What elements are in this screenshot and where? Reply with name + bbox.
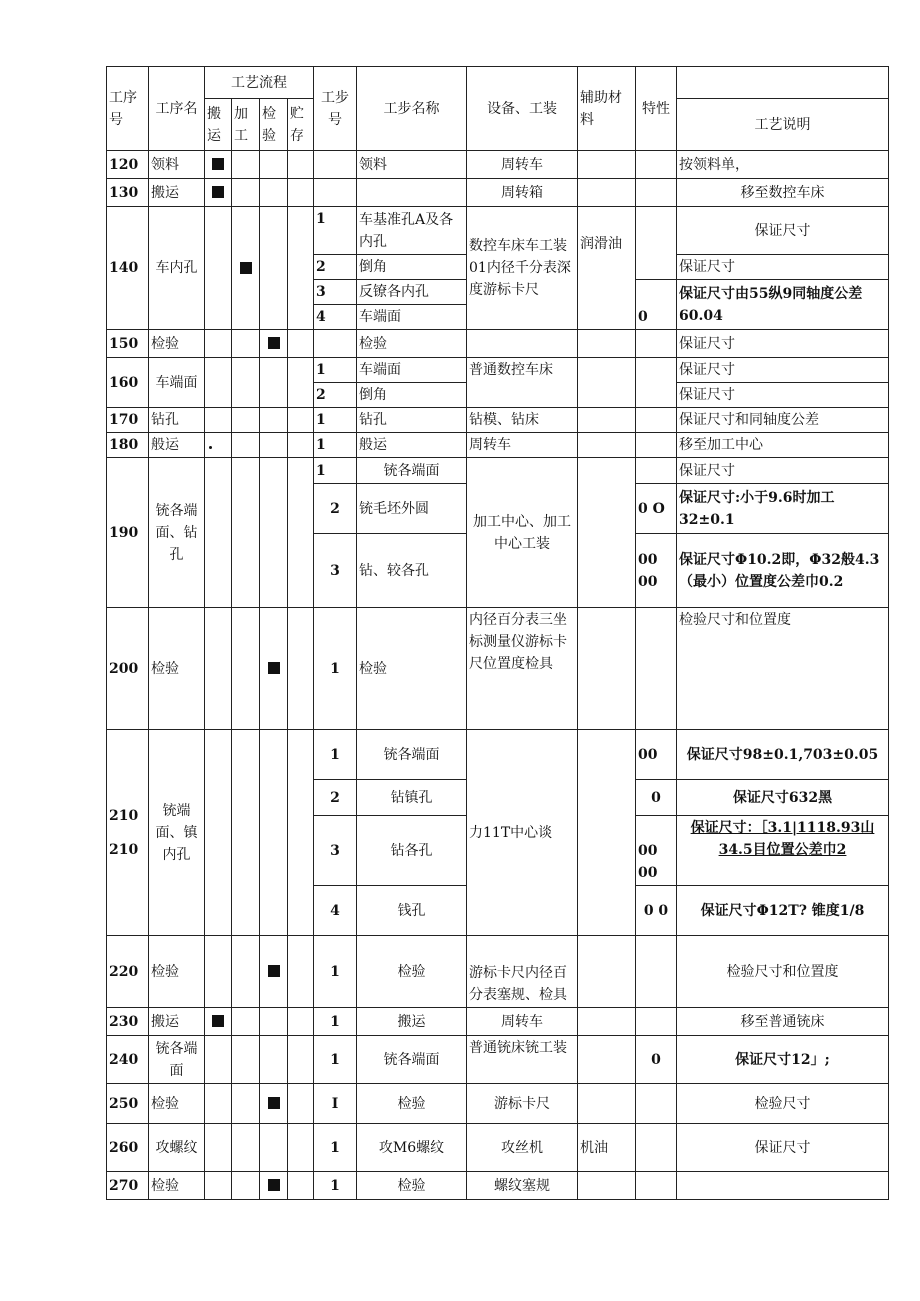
header-feature: 特性 bbox=[636, 67, 677, 151]
feature: 0 bbox=[636, 780, 677, 816]
description: 保证尺寸：［3.1|1118.93山34.5目位置公差巾2 bbox=[677, 816, 889, 886]
equipment: 内径百分表三坐标测量仪游标卡尺位置度检具 bbox=[467, 608, 578, 730]
flow-mark-icon bbox=[212, 158, 224, 170]
equipment: 普通数控车床 bbox=[467, 358, 578, 408]
description: 检验尺寸和位置度 bbox=[677, 936, 889, 1008]
table-row bbox=[107, 1172, 889, 1200]
equipment: 力11T中心谈 bbox=[467, 730, 578, 936]
description: 保证尺寸 bbox=[677, 207, 889, 255]
header-flow-inspect: 检验 bbox=[260, 99, 288, 151]
proc-no: 150 bbox=[107, 330, 149, 358]
step-no: 1 bbox=[314, 1124, 357, 1172]
header-proc-name: 工序名 bbox=[149, 67, 205, 151]
table-row bbox=[107, 1008, 889, 1036]
step-no: 4 bbox=[314, 886, 357, 936]
step-no: 1 bbox=[314, 408, 357, 433]
header-flow-move: 搬运 bbox=[205, 99, 232, 151]
step-no: 1 bbox=[314, 1172, 357, 1200]
flow-mark-icon bbox=[268, 1097, 280, 1109]
description: 保证尺寸 bbox=[677, 1124, 889, 1172]
equipment: 螺纹塞规 bbox=[467, 1172, 578, 1200]
proc-name: 检验 bbox=[149, 936, 205, 1008]
step-no: 1 bbox=[314, 1008, 357, 1036]
proc-name: 检验 bbox=[149, 1172, 205, 1200]
equipment: 游标卡尺 bbox=[467, 1084, 578, 1124]
feature: 0 O bbox=[636, 484, 677, 534]
step-name: 检验 bbox=[357, 936, 467, 1008]
proc-no: 240 bbox=[107, 1036, 149, 1084]
proc-no-second: 210 bbox=[109, 841, 139, 858]
step-no: 2 bbox=[314, 255, 357, 280]
table-row bbox=[107, 458, 889, 484]
step-name: 钻镇孔 bbox=[357, 780, 467, 816]
proc-no: 170 bbox=[107, 408, 149, 433]
header-aux: 辅助材料 bbox=[578, 67, 636, 151]
aux-material: 润滑油 bbox=[578, 207, 636, 330]
description: 检验尺寸和位置度 bbox=[677, 608, 889, 730]
step-name: 铳各端面 bbox=[357, 1036, 467, 1084]
equipment: 游标卡尺内径百分表塞规、检具 bbox=[467, 936, 578, 1008]
proc-no: 220 bbox=[107, 936, 149, 1008]
header-step-no: 工步号 bbox=[314, 67, 357, 151]
table-row bbox=[107, 608, 889, 730]
proc-no: 140 bbox=[107, 207, 149, 330]
feature: 0 bbox=[636, 1036, 677, 1084]
header-step-name: 工步名称 bbox=[357, 67, 467, 151]
equipment: 攻丝机 bbox=[467, 1124, 578, 1172]
step-name: 车端面 bbox=[357, 358, 467, 383]
proc-name: 检验 bbox=[149, 330, 205, 358]
description: 保证尺寸由55纵9同轴度公差60.04 bbox=[677, 280, 889, 330]
feature: 0 0 bbox=[636, 886, 677, 936]
step-name: 反镣各内孔 bbox=[357, 280, 467, 305]
header-flow-store: 贮存 bbox=[288, 99, 314, 151]
step-no: 2 bbox=[314, 780, 357, 816]
step-name: 倒角 bbox=[357, 383, 467, 408]
description: 保证尺寸 bbox=[677, 330, 889, 358]
flow-mark-icon bbox=[212, 186, 224, 198]
description: 按领料单， bbox=[677, 151, 889, 179]
flow-mark-icon bbox=[268, 662, 280, 674]
feature: 00 00 bbox=[636, 534, 677, 608]
header-flow: 工艺流程 bbox=[205, 67, 314, 99]
header-equipment: 设备、工装 bbox=[467, 67, 578, 151]
step-name: 检验 bbox=[357, 608, 467, 730]
proc-name: 铳各端面 bbox=[149, 1036, 205, 1084]
step-name: 领料 bbox=[357, 151, 467, 179]
header-desc: 工艺说明 bbox=[677, 99, 889, 151]
flow-mark-icon bbox=[268, 965, 280, 977]
description: 保证尺寸Φ12T? 锥度1/8 bbox=[677, 886, 889, 936]
proc-name: 检验 bbox=[149, 608, 205, 730]
description: 保证尺寸和同轴度公差 bbox=[677, 408, 889, 433]
table-row bbox=[107, 730, 889, 780]
step-no: 3 bbox=[314, 534, 357, 608]
proc-name: 钻孔 bbox=[149, 408, 205, 433]
description: 保证尺寸 bbox=[677, 383, 889, 408]
equipment: 周转车 bbox=[467, 151, 578, 179]
proc-no: 160 bbox=[107, 358, 149, 408]
step-name: 钻各孔 bbox=[357, 816, 467, 886]
process-table bbox=[106, 66, 889, 1200]
description: 保证尺寸12」; bbox=[677, 1036, 889, 1084]
description: 检验尺寸 bbox=[677, 1084, 889, 1124]
header-proc-no: 工序号 bbox=[107, 67, 149, 151]
description: 移至普通铳床 bbox=[677, 1008, 889, 1036]
description: 保证尺寸98±0.1,703±0.05 bbox=[677, 730, 889, 780]
step-name: 铳各端面 bbox=[357, 730, 467, 780]
step-name: 钻孔 bbox=[357, 408, 467, 433]
proc-no: 270 bbox=[107, 1172, 149, 1200]
equipment: 普通铳床铳工装 bbox=[467, 1036, 578, 1084]
table-row bbox=[107, 433, 889, 458]
proc-name: 领料 bbox=[149, 151, 205, 179]
equipment: 周转箱 bbox=[467, 179, 578, 207]
proc-name: 搬运 bbox=[149, 179, 205, 207]
step-no: 4 bbox=[314, 305, 357, 330]
step-name: 搬运 bbox=[357, 1008, 467, 1036]
aux-material: 机油 bbox=[578, 1124, 636, 1172]
step-no: 1 bbox=[314, 207, 357, 255]
step-no: 1 bbox=[314, 936, 357, 1008]
description: 保证尺寸 bbox=[677, 358, 889, 383]
equipment: 数控车床车工装01内径千分表深度游标卡尺 bbox=[467, 207, 578, 330]
step-name: 车端面 bbox=[357, 305, 467, 330]
table-row bbox=[107, 408, 889, 433]
proc-name: 铳端面、镇内孔 bbox=[149, 730, 205, 936]
equipment: 周转车 bbox=[467, 433, 578, 458]
step-name: 检验 bbox=[357, 1172, 467, 1200]
feature: 00 00 bbox=[636, 816, 677, 886]
proc-no: 250 bbox=[107, 1084, 149, 1124]
proc-name: 车内孔 bbox=[149, 207, 205, 330]
proc-name: 铳各端面、钻孔 bbox=[149, 458, 205, 608]
step-no: I bbox=[314, 1084, 357, 1124]
step-name: 车基准孔A及各内孔 bbox=[357, 207, 467, 255]
header-flow-process: 加工 bbox=[232, 99, 260, 151]
step-no: 1 bbox=[314, 358, 357, 383]
proc-no: 120 bbox=[107, 151, 149, 179]
proc-no: 190 bbox=[107, 458, 149, 608]
description: 保证尺寸Φ10.2即，Φ32般4.3（最小）位置度公差巾0.2 bbox=[677, 534, 889, 608]
header-blank bbox=[677, 67, 889, 99]
proc-no: 130 bbox=[107, 179, 149, 207]
table-row bbox=[107, 1124, 889, 1172]
proc-name: 车端面 bbox=[149, 358, 205, 408]
step-no: 1 bbox=[314, 730, 357, 780]
table-row bbox=[107, 207, 889, 255]
proc-no: 180 bbox=[107, 433, 149, 458]
proc-no-first: 210 bbox=[109, 807, 139, 824]
step-name: 钻、较各孔 bbox=[357, 534, 467, 608]
description: 保证尺寸 bbox=[677, 458, 889, 484]
feature: 0 bbox=[636, 280, 677, 330]
proc-no bbox=[107, 730, 149, 936]
proc-name: 检验 bbox=[149, 1084, 205, 1124]
description: 保证尺寸:小于9.6时加工32±0.1 bbox=[677, 484, 889, 534]
equipment: 周转车 bbox=[467, 1008, 578, 1036]
step-name: 铳各端面 bbox=[357, 458, 467, 484]
proc-name: 搬运 bbox=[149, 1008, 205, 1036]
table-row bbox=[107, 151, 889, 179]
proc-name: 攻螺纹 bbox=[149, 1124, 205, 1172]
step-name: 钱孔 bbox=[357, 886, 467, 936]
step-name: 检验 bbox=[357, 330, 467, 358]
flow-mark-icon bbox=[240, 262, 252, 274]
step-no: 3 bbox=[314, 816, 357, 886]
table-row bbox=[107, 179, 889, 207]
step-no: 1 bbox=[314, 1036, 357, 1084]
feature: 00 bbox=[636, 730, 677, 780]
step-no: 3 bbox=[314, 280, 357, 305]
step-no: 1 bbox=[314, 608, 357, 730]
description: 保证尺寸 bbox=[677, 255, 889, 280]
step-no: 1 bbox=[314, 433, 357, 458]
step-no: 2 bbox=[314, 484, 357, 534]
proc-no: 230 bbox=[107, 1008, 149, 1036]
proc-no: 260 bbox=[107, 1124, 149, 1172]
step-no: 1 bbox=[314, 458, 357, 484]
flow-mark-icon bbox=[268, 337, 280, 349]
proc-no: 200 bbox=[107, 608, 149, 730]
step-name: 铳毛坯外圆 bbox=[357, 484, 467, 534]
proc-name: 般运 bbox=[149, 433, 205, 458]
description: 移至加工中心 bbox=[677, 433, 889, 458]
step-name: 检验 bbox=[357, 1084, 467, 1124]
table-row bbox=[107, 936, 889, 1008]
step-name: 倒角 bbox=[357, 255, 467, 280]
table-row bbox=[107, 1084, 889, 1124]
description: 移至数控车床 bbox=[677, 179, 889, 207]
table-row bbox=[107, 330, 889, 358]
step-no: 2 bbox=[314, 383, 357, 408]
step-name: 攻M6螺纹 bbox=[357, 1124, 467, 1172]
table-row bbox=[107, 358, 889, 383]
flow-mark-icon bbox=[268, 1179, 280, 1191]
step-name: 般运 bbox=[357, 433, 467, 458]
flow-dot-icon bbox=[209, 446, 212, 449]
flow-mark-icon bbox=[212, 1015, 224, 1027]
equipment: 加工中心、加工中心工装 bbox=[467, 458, 578, 608]
table-row bbox=[107, 1036, 889, 1084]
description: 保证尺寸632黑 bbox=[677, 780, 889, 816]
equipment: 钻模、钻床 bbox=[467, 408, 578, 433]
